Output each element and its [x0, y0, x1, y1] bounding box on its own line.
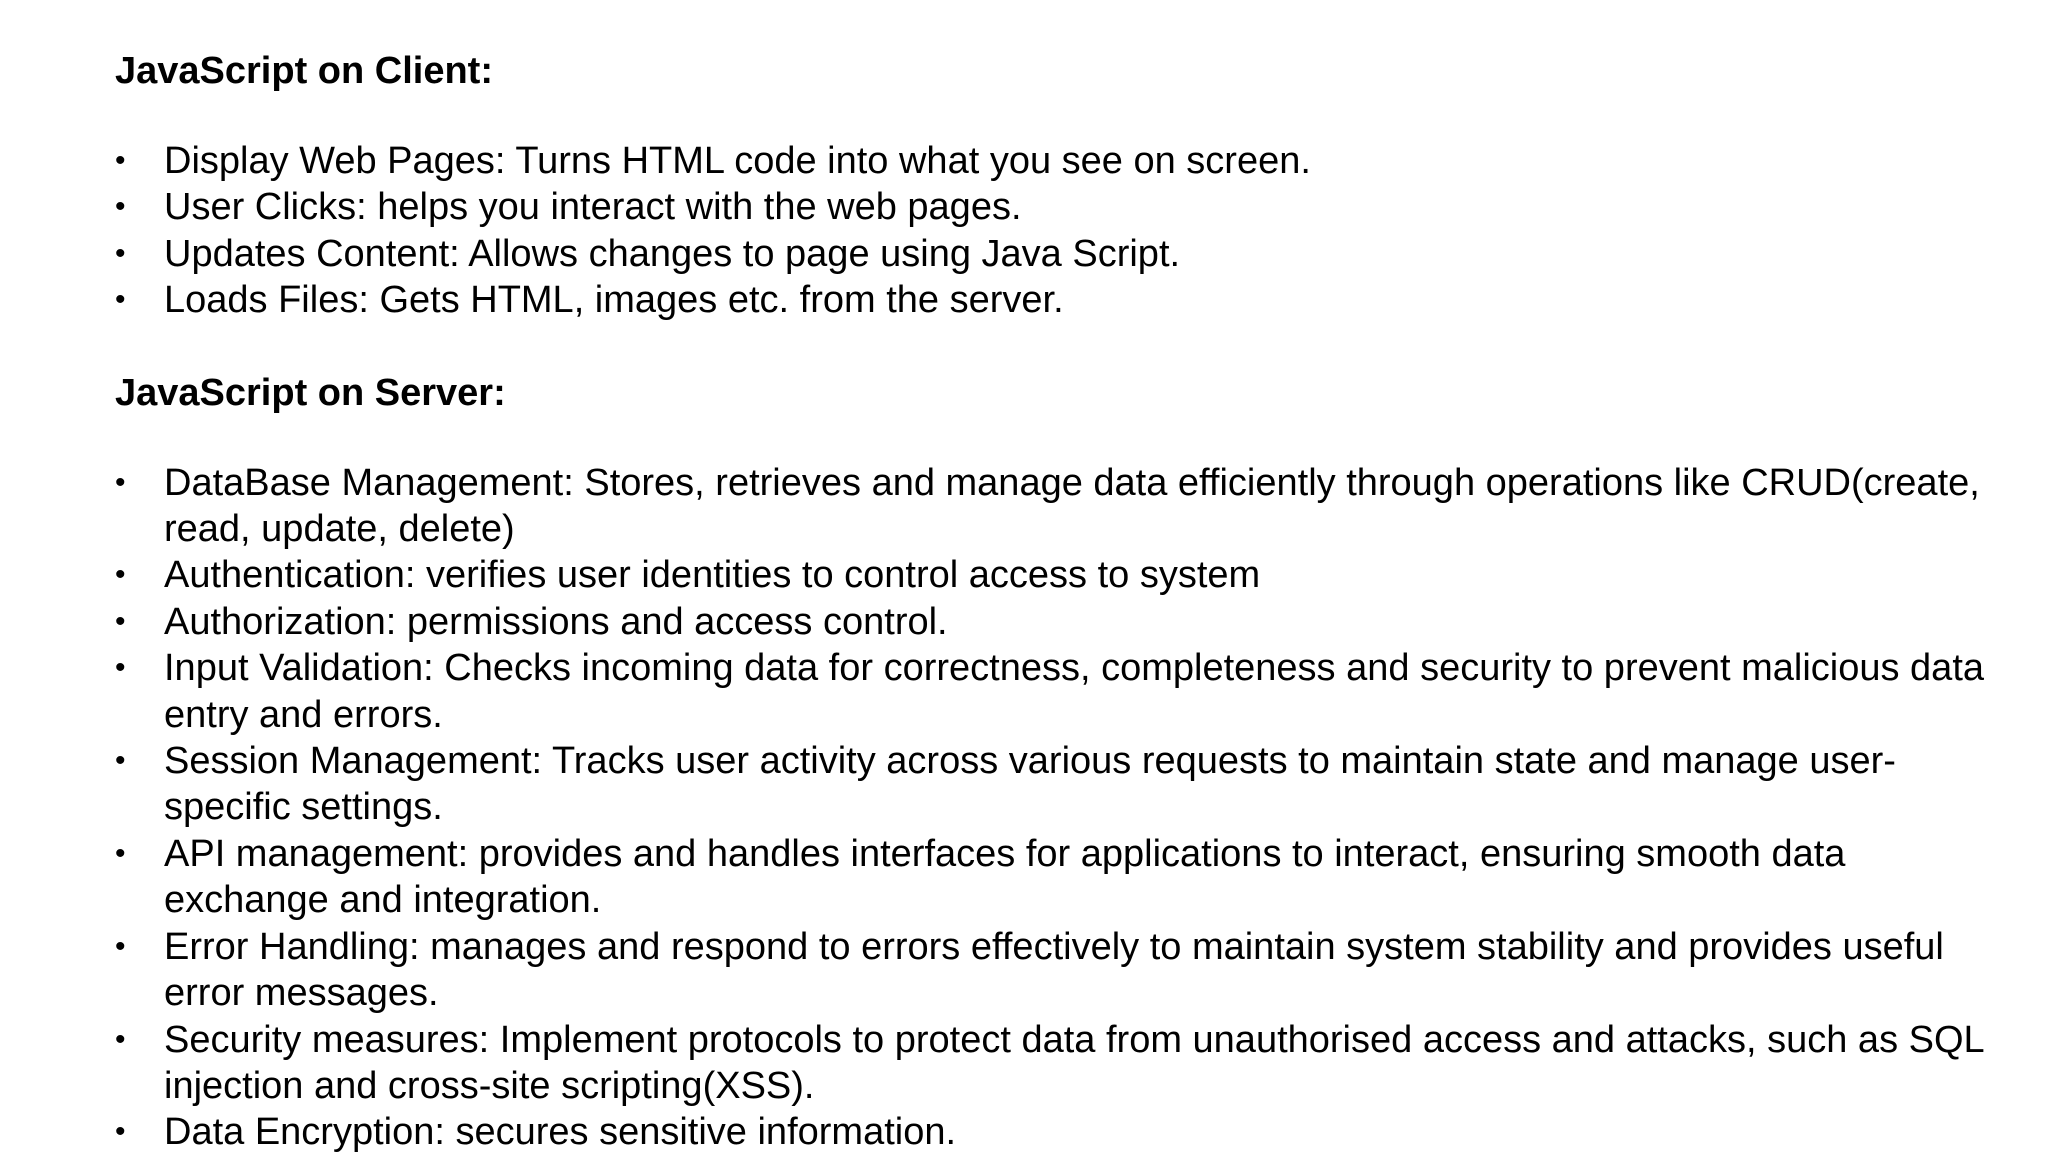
server-item-authentication [115, 552, 1995, 598]
list-item-text: User Clicks: helps you interact with the web pages. [164, 186, 1022, 229]
document-page [115, 48, 1995, 1156]
list-item-text: Updates Content: Allows changes to page using Java Script. [164, 232, 1181, 275]
list-item-text: Loads Files: Gets HTML, images etc. from the server. [164, 279, 1064, 322]
bullet-icon: • [115, 651, 126, 685]
list-item-text: Security measures: Implement protocols to protect data from unauthorised access and attacks, such as SQL injection and cross-site scripting(XSS). [164, 1018, 1984, 1107]
list-item-text: Display Web Pages: Turns HTML code into what you see on screen. [164, 140, 1311, 182]
bullet-icon: • [115, 190, 126, 224]
server-item-authorization [115, 599, 1995, 645]
bullet-icon: • [115, 236, 126, 270]
bullet-icon: • [115, 283, 126, 317]
client-item-display-web-pages [115, 138, 1995, 184]
bullet-icon: • [115, 836, 126, 870]
bullet-icon: • [115, 465, 126, 499]
client-bullet-list [115, 138, 1995, 324]
bullet-icon: • [115, 744, 126, 778]
bullet-icon: • [115, 1022, 126, 1056]
server-item-data-encryption [115, 1109, 1995, 1155]
bullet-icon: • [115, 1115, 126, 1149]
server-item-api-management [115, 831, 1995, 924]
bullet-icon: • [115, 558, 126, 592]
server-item-error-handling [115, 924, 1995, 1017]
list-item-text: Data Encryption: secures sensitive information. [164, 1111, 957, 1154]
server-item-security-measures [115, 1017, 1995, 1110]
client-heading: JavaScript on Client: [115, 50, 493, 92]
list-item-text: DataBase Management: Stores, retrieves and manage data efficiently through operations like CRUD(create, read, update, delete) [164, 461, 1980, 551]
list-item-text: Input Validation: Checks incoming data for correctness, completeness and security to prevent malicious data entry and errors. [164, 647, 1985, 736]
server-item-database-management [115, 460, 1995, 553]
client-item-updates-content [115, 231, 1995, 277]
client-item-user-clicks [115, 184, 1995, 230]
list-item-text: Error Handling: manages and respond to errors effectively to maintain system stability and provides useful error messages. [164, 925, 1944, 1015]
server-item-session-management [115, 738, 1995, 831]
bullet-icon: • [115, 604, 126, 638]
bullet-icon: • [115, 929, 126, 963]
client-item-loads-files [115, 277, 1995, 323]
list-item-text: API management: provides and handles interfaces for applications to interact, ensuring smooth data exchange and integration. [164, 832, 1846, 922]
bullet-icon: • [115, 144, 126, 177]
server-heading: JavaScript on Server: [115, 371, 506, 414]
server-bullet-list [115, 460, 1995, 1156]
server-item-input-validation [115, 645, 1995, 738]
list-item-text: Session Management: Tracks user activity across various requests to maintain state and manage user-specific settings. [164, 740, 1896, 829]
list-item-text: Authorization: permissions and access control. [164, 600, 948, 643]
list-item-text: Authentication: verifies user identities to control access to system [164, 554, 1261, 597]
